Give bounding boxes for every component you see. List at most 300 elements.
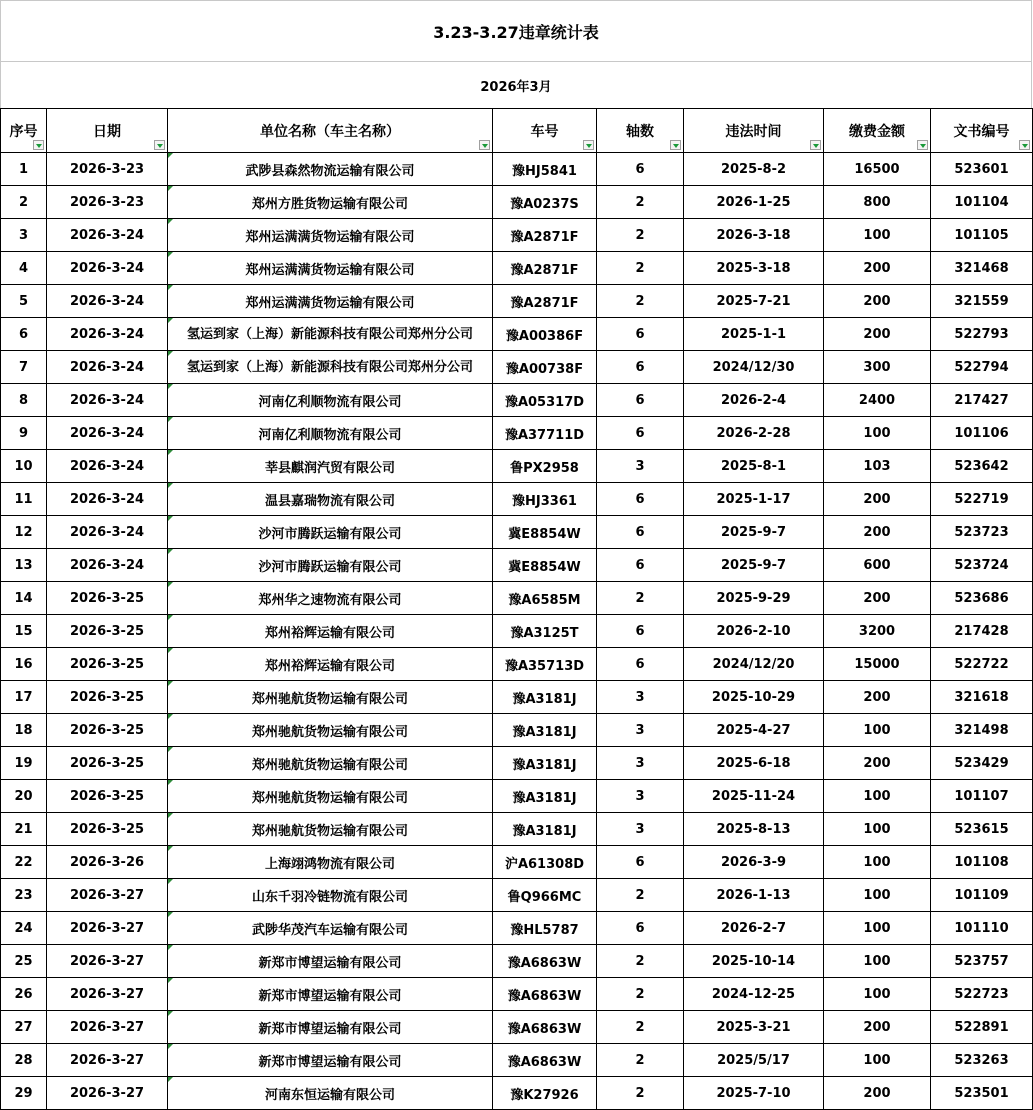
column-header-label: 轴数 bbox=[626, 123, 654, 140]
comment-marker-icon bbox=[168, 780, 173, 785]
cell-date[interactable]: 2026-3-25 bbox=[47, 780, 168, 813]
cell-amount[interactable]: 100 bbox=[824, 945, 931, 978]
cell-amount[interactable]: 100 bbox=[824, 780, 931, 813]
cell-amount[interactable]: 200 bbox=[824, 252, 931, 285]
cell-violation-time[interactable]: 2025-4-27 bbox=[684, 714, 824, 747]
comment-marker-icon bbox=[168, 450, 173, 455]
cell-amount[interactable]: 200 bbox=[824, 1077, 931, 1110]
cell-amount[interactable]: 16500 bbox=[824, 153, 931, 186]
table-row bbox=[1, 846, 1033, 879]
cell-doc-number[interactable]: 523429 bbox=[931, 747, 1033, 780]
cell-amount[interactable]: 3200 bbox=[824, 615, 931, 648]
cell-seq[interactable]: 26 bbox=[1, 978, 47, 1011]
cell-plate[interactable]: 冀E8854W bbox=[493, 549, 597, 582]
table-row bbox=[1, 153, 1033, 186]
cell-company[interactable] bbox=[168, 285, 493, 318]
cell-plate[interactable]: 豫A6863W bbox=[493, 978, 597, 1011]
table-row bbox=[1, 186, 1033, 219]
cell-amount[interactable]: 100 bbox=[824, 978, 931, 1011]
cell-axles[interactable]: 3 bbox=[597, 450, 684, 483]
cell-violation-time[interactable]: 2025-1-1 bbox=[684, 318, 824, 351]
cell-plate[interactable]: 豫A3181J bbox=[493, 747, 597, 780]
cell-seq[interactable]: 9 bbox=[1, 417, 47, 450]
company-name: 郑州华之速物流有限公司 bbox=[258, 592, 402, 608]
cell-company[interactable] bbox=[168, 1011, 493, 1044]
cell-amount[interactable]: 100 bbox=[824, 417, 931, 450]
cell-doc-number[interactable]: 523757 bbox=[931, 945, 1033, 978]
cell-company[interactable] bbox=[168, 747, 493, 780]
cell-plate[interactable]: 豫A2871F bbox=[493, 219, 597, 252]
cell-axles[interactable]: 6 bbox=[597, 549, 684, 582]
cell-plate[interactable]: 豫HL5787 bbox=[493, 912, 597, 945]
cell-violation-time[interactable]: 2026-2-7 bbox=[684, 912, 824, 945]
cell-amount[interactable]: 600 bbox=[824, 549, 931, 582]
column-header-label: 车号 bbox=[530, 123, 559, 140]
cell-company[interactable] bbox=[168, 153, 493, 186]
cell-axles[interactable]: 2 bbox=[597, 1077, 684, 1110]
cell-seq[interactable]: 11 bbox=[1, 483, 47, 516]
cell-doc-number[interactable]: 101108 bbox=[931, 846, 1033, 879]
cell-doc-number[interactable]: 522722 bbox=[931, 648, 1033, 681]
cell-company[interactable] bbox=[168, 1077, 493, 1110]
cell-date[interactable]: 2026-3-24 bbox=[47, 483, 168, 516]
table-body bbox=[1, 153, 1033, 1110]
cell-date[interactable]: 2026-3-24 bbox=[47, 516, 168, 549]
cell-date[interactable]: 2026-3-25 bbox=[47, 615, 168, 648]
cell-company[interactable] bbox=[168, 648, 493, 681]
cell-amount[interactable]: 100 bbox=[824, 1044, 931, 1077]
cell-violation-time[interactable]: 2025-7-21 bbox=[684, 285, 824, 318]
cell-axles[interactable]: 2 bbox=[597, 252, 684, 285]
cell-axles[interactable]: 6 bbox=[597, 615, 684, 648]
column-header-label: 序号 bbox=[9, 123, 38, 140]
cell-seq[interactable]: 12 bbox=[1, 516, 47, 549]
cell-company[interactable] bbox=[168, 846, 493, 879]
cell-company[interactable] bbox=[168, 186, 493, 219]
cell-date[interactable]: 2026-3-25 bbox=[47, 681, 168, 714]
cell-axles[interactable]: 2 bbox=[597, 945, 684, 978]
cell-amount[interactable]: 15000 bbox=[824, 648, 931, 681]
company-name: 新郑市博望运输有限公司 bbox=[258, 955, 402, 971]
cell-seq[interactable]: 18 bbox=[1, 714, 47, 747]
cell-plate[interactable]: 豫A3181J bbox=[493, 681, 597, 714]
filter-dropdown-icon[interactable] bbox=[810, 140, 821, 150]
cell-company[interactable] bbox=[168, 681, 493, 714]
cell-axles[interactable]: 2 bbox=[597, 978, 684, 1011]
cell-amount[interactable]: 200 bbox=[824, 681, 931, 714]
cell-violation-time[interactable]: 2025-8-13 bbox=[684, 813, 824, 846]
cell-plate[interactable]: 鲁PX2958 bbox=[493, 450, 597, 483]
cell-plate[interactable]: 豫A0237S bbox=[493, 186, 597, 219]
header-row bbox=[1, 109, 1033, 153]
cell-amount[interactable]: 200 bbox=[824, 318, 931, 351]
cell-axles[interactable]: 3 bbox=[597, 780, 684, 813]
cell-company[interactable] bbox=[168, 945, 493, 978]
cell-axles[interactable]: 6 bbox=[597, 351, 684, 384]
cell-violation-time[interactable]: 2026-2-4 bbox=[684, 384, 824, 417]
cell-axles[interactable]: 2 bbox=[597, 285, 684, 318]
cell-plate[interactable]: 豫A6863W bbox=[493, 1011, 597, 1044]
cell-amount[interactable]: 200 bbox=[824, 747, 931, 780]
company-name: 氢运到家（上海）新能源科技有限公司郑州分公司 bbox=[186, 326, 473, 342]
cell-company[interactable] bbox=[168, 978, 493, 1011]
cell-plate[interactable]: 豫A00738F bbox=[493, 351, 597, 384]
sheet-title: 3.23-3.27违章统计表 bbox=[0, 0, 1032, 61]
cell-seq[interactable]: 5 bbox=[1, 285, 47, 318]
cell-amount[interactable]: 2400 bbox=[824, 384, 931, 417]
cell-company[interactable] bbox=[168, 1044, 493, 1077]
cell-violation-time[interactable]: 2025-10-29 bbox=[684, 681, 824, 714]
comment-marker-icon bbox=[168, 219, 173, 224]
company-name: 郑州运满满货物运输有限公司 bbox=[245, 262, 415, 278]
filter-dropdown-icon[interactable] bbox=[33, 140, 44, 150]
cell-company[interactable] bbox=[168, 615, 493, 648]
company-name: 氢运到家（上海）新能源科技有限公司郑州分公司 bbox=[186, 359, 473, 375]
cell-seq[interactable]: 16 bbox=[1, 648, 47, 681]
cell-violation-time[interactable]: 2025-8-2 bbox=[684, 153, 824, 186]
company-name: 郑州驰航货物运输有限公司 bbox=[251, 823, 408, 839]
table-row bbox=[1, 351, 1033, 384]
cell-date[interactable]: 2026-3-25 bbox=[47, 648, 168, 681]
table-row bbox=[1, 681, 1033, 714]
comment-marker-icon bbox=[168, 714, 173, 719]
cell-violation-time[interactable]: 2025-3-18 bbox=[684, 252, 824, 285]
cell-date[interactable]: 2026-3-24 bbox=[47, 450, 168, 483]
cell-doc-number[interactable]: 101106 bbox=[931, 417, 1033, 450]
cell-doc-number[interactable]: 523501 bbox=[931, 1077, 1033, 1110]
cell-date[interactable]: 2026-3-24 bbox=[47, 285, 168, 318]
cell-plate[interactable]: 豫A35713D bbox=[493, 648, 597, 681]
comment-marker-icon bbox=[168, 879, 173, 884]
cell-date[interactable]: 2026-3-24 bbox=[47, 549, 168, 582]
table-row bbox=[1, 252, 1033, 285]
cell-plate[interactable]: 冀E8854W bbox=[493, 516, 597, 549]
table-row bbox=[1, 549, 1033, 582]
column-header-label: 缴费金额 bbox=[849, 123, 905, 140]
cell-doc-number[interactable]: 522723 bbox=[931, 978, 1033, 1011]
cell-violation-time[interactable]: 2025-6-18 bbox=[684, 747, 824, 780]
cell-doc-number[interactable]: 217427 bbox=[931, 384, 1033, 417]
cell-amount[interactable]: 200 bbox=[824, 516, 931, 549]
company-name: 新郑市博望运输有限公司 bbox=[258, 1021, 402, 1037]
cell-date[interactable]: 2026-3-27 bbox=[47, 978, 168, 1011]
cell-violation-time[interactable]: 2024-12-25 bbox=[684, 978, 824, 1011]
cell-company[interactable] bbox=[168, 780, 493, 813]
comment-marker-icon bbox=[168, 417, 173, 422]
cell-seq[interactable]: 27 bbox=[1, 1011, 47, 1044]
cell-doc-number[interactable]: 101104 bbox=[931, 186, 1033, 219]
cell-seq[interactable]: 1 bbox=[1, 153, 47, 186]
cell-axles[interactable]: 3 bbox=[597, 813, 684, 846]
cell-axles[interactable]: 2 bbox=[597, 186, 684, 219]
cell-doc-number[interactable]: 523686 bbox=[931, 582, 1033, 615]
cell-violation-time[interactable]: 2025-9-7 bbox=[684, 549, 824, 582]
cell-amount[interactable]: 100 bbox=[824, 879, 931, 912]
cell-axles[interactable]: 6 bbox=[597, 516, 684, 549]
comment-marker-icon bbox=[168, 648, 173, 653]
cell-doc-number[interactable]: 523642 bbox=[931, 450, 1033, 483]
cell-violation-time[interactable]: 2025-9-29 bbox=[684, 582, 824, 615]
cell-violation-time[interactable]: 2025-9-7 bbox=[684, 516, 824, 549]
cell-axles[interactable]: 2 bbox=[597, 219, 684, 252]
table-row bbox=[1, 945, 1033, 978]
cell-axles[interactable]: 2 bbox=[597, 879, 684, 912]
cell-plate[interactable]: 豫A3181J bbox=[493, 714, 597, 747]
cell-violation-time[interactable]: 2025-3-21 bbox=[684, 1011, 824, 1044]
cell-plate[interactable]: 豫HJ5841 bbox=[493, 153, 597, 186]
cell-doc-number[interactable]: 522794 bbox=[931, 351, 1033, 384]
cell-violation-time[interactable]: 2025-7-10 bbox=[684, 1077, 824, 1110]
cell-seq[interactable]: 10 bbox=[1, 450, 47, 483]
comment-marker-icon bbox=[168, 681, 173, 686]
cell-seq[interactable]: 15 bbox=[1, 615, 47, 648]
cell-date[interactable]: 2026-3-24 bbox=[47, 384, 168, 417]
cell-company[interactable] bbox=[168, 318, 493, 351]
filter-dropdown-icon[interactable] bbox=[670, 140, 681, 150]
cell-axles[interactable]: 3 bbox=[597, 747, 684, 780]
cell-date[interactable]: 2026-3-26 bbox=[47, 846, 168, 879]
cell-seq[interactable]: 6 bbox=[1, 318, 47, 351]
cell-company[interactable] bbox=[168, 516, 493, 549]
cell-date[interactable]: 2026-3-27 bbox=[47, 1077, 168, 1110]
cell-axles[interactable]: 6 bbox=[597, 153, 684, 186]
cell-amount[interactable]: 103 bbox=[824, 450, 931, 483]
cell-amount[interactable]: 100 bbox=[824, 219, 931, 252]
filter-dropdown-icon[interactable] bbox=[583, 140, 594, 150]
cell-axles[interactable]: 2 bbox=[597, 582, 684, 615]
company-name: 河南亿利顺物流有限公司 bbox=[258, 394, 402, 410]
cell-violation-time[interactable]: 2025-11-24 bbox=[684, 780, 824, 813]
cell-amount[interactable]: 100 bbox=[824, 714, 931, 747]
cell-seq[interactable]: 17 bbox=[1, 681, 47, 714]
cell-date[interactable]: 2026-3-27 bbox=[47, 912, 168, 945]
cell-axles[interactable]: 6 bbox=[597, 483, 684, 516]
cell-doc-number[interactable]: 523263 bbox=[931, 1044, 1033, 1077]
cell-date[interactable]: 2026-3-25 bbox=[47, 582, 168, 615]
cell-axles[interactable]: 6 bbox=[597, 318, 684, 351]
cell-plate[interactable]: 豫A00386F bbox=[493, 318, 597, 351]
cell-seq[interactable]: 3 bbox=[1, 219, 47, 252]
cell-date[interactable]: 2026-3-25 bbox=[47, 747, 168, 780]
cell-plate[interactable]: 鲁Q966MC bbox=[493, 879, 597, 912]
cell-company[interactable] bbox=[168, 483, 493, 516]
cell-axles[interactable]: 6 bbox=[597, 384, 684, 417]
company-name: 沙河市腾跃运输有限公司 bbox=[258, 559, 402, 575]
company-name: 郑州运满满货物运输有限公司 bbox=[245, 229, 415, 245]
cell-date[interactable]: 2026-3-24 bbox=[47, 219, 168, 252]
cell-doc-number[interactable]: 523724 bbox=[931, 549, 1033, 582]
comment-marker-icon bbox=[168, 516, 173, 521]
company-name: 郑州方胜货物运输有限公司 bbox=[251, 196, 408, 212]
cell-violation-time[interactable]: 2026-3-9 bbox=[684, 846, 824, 879]
cell-plate[interactable]: 豫A6863W bbox=[493, 945, 597, 978]
cell-date[interactable]: 2026-3-27 bbox=[47, 879, 168, 912]
cell-plate[interactable]: 沪A61308D bbox=[493, 846, 597, 879]
filter-dropdown-icon[interactable] bbox=[479, 140, 490, 150]
cell-plate[interactable]: 豫K27926 bbox=[493, 1077, 597, 1110]
cell-violation-time[interactable]: 2024/12/30 bbox=[684, 351, 824, 384]
cell-date[interactable]: 2026-3-24 bbox=[47, 417, 168, 450]
column-header-company bbox=[168, 109, 493, 153]
cell-seq[interactable]: 21 bbox=[1, 813, 47, 846]
cell-date[interactable]: 2026-3-24 bbox=[47, 318, 168, 351]
cell-violation-time[interactable]: 2026-1-25 bbox=[684, 186, 824, 219]
table-row bbox=[1, 450, 1033, 483]
cell-amount[interactable]: 100 bbox=[824, 846, 931, 879]
cell-amount[interactable]: 100 bbox=[824, 912, 931, 945]
comment-marker-icon bbox=[168, 582, 173, 587]
cell-date[interactable]: 2026-3-24 bbox=[47, 351, 168, 384]
cell-doc-number[interactable]: 321559 bbox=[931, 285, 1033, 318]
cell-violation-time[interactable]: 2026-3-18 bbox=[684, 219, 824, 252]
cell-plate[interactable]: 豫A05317D bbox=[493, 384, 597, 417]
comment-marker-icon bbox=[168, 384, 173, 389]
cell-seq[interactable]: 19 bbox=[1, 747, 47, 780]
cell-doc-number[interactable]: 101107 bbox=[931, 780, 1033, 813]
cell-doc-number[interactable]: 523601 bbox=[931, 153, 1033, 186]
cell-doc-number[interactable]: 321498 bbox=[931, 714, 1033, 747]
cell-company[interactable] bbox=[168, 384, 493, 417]
filter-dropdown-icon[interactable] bbox=[917, 140, 928, 150]
cell-doc-number[interactable]: 101110 bbox=[931, 912, 1033, 945]
cell-date[interactable]: 2026-3-25 bbox=[47, 714, 168, 747]
cell-violation-time[interactable]: 2025/5/17 bbox=[684, 1044, 824, 1077]
cell-date[interactable]: 2026-3-23 bbox=[47, 153, 168, 186]
cell-plate[interactable]: 豫A6585M bbox=[493, 582, 597, 615]
cell-seq[interactable]: 13 bbox=[1, 549, 47, 582]
cell-company[interactable] bbox=[168, 450, 493, 483]
cell-violation-time[interactable]: 2026-2-10 bbox=[684, 615, 824, 648]
cell-axles[interactable]: 2 bbox=[597, 1011, 684, 1044]
cell-plate[interactable]: 豫A2871F bbox=[493, 252, 597, 285]
cell-company[interactable] bbox=[168, 582, 493, 615]
cell-date[interactable]: 2026-3-27 bbox=[47, 1044, 168, 1077]
cell-axles[interactable]: 6 bbox=[597, 912, 684, 945]
cell-seq[interactable]: 29 bbox=[1, 1077, 47, 1110]
cell-date[interactable]: 2026-3-27 bbox=[47, 945, 168, 978]
company-name: 新郑市博望运输有限公司 bbox=[258, 1054, 402, 1070]
cell-axles[interactable]: 2 bbox=[597, 1044, 684, 1077]
cell-violation-time[interactable]: 2026-1-13 bbox=[684, 879, 824, 912]
cell-doc-number[interactable]: 101109 bbox=[931, 879, 1033, 912]
cell-company[interactable] bbox=[168, 219, 493, 252]
cell-seq[interactable]: 7 bbox=[1, 351, 47, 384]
cell-doc-number[interactable]: 217428 bbox=[931, 615, 1033, 648]
cell-doc-number[interactable]: 522719 bbox=[931, 483, 1033, 516]
company-name: 郑州裕辉运输有限公司 bbox=[264, 625, 395, 641]
column-header-doc-number bbox=[931, 109, 1033, 153]
filter-dropdown-icon[interactable] bbox=[154, 140, 165, 150]
cell-amount[interactable]: 200 bbox=[824, 483, 931, 516]
cell-seq[interactable]: 23 bbox=[1, 879, 47, 912]
cell-seq[interactable]: 14 bbox=[1, 582, 47, 615]
cell-doc-number[interactable]: 321468 bbox=[931, 252, 1033, 285]
cell-violation-time[interactable]: 2025-8-1 bbox=[684, 450, 824, 483]
cell-plate[interactable]: 豫A3181J bbox=[493, 813, 597, 846]
cell-axles[interactable]: 6 bbox=[597, 846, 684, 879]
cell-seq[interactable]: 25 bbox=[1, 945, 47, 978]
cell-amount[interactable]: 100 bbox=[824, 813, 931, 846]
cell-company[interactable] bbox=[168, 252, 493, 285]
cell-seq[interactable]: 4 bbox=[1, 252, 47, 285]
cell-company[interactable] bbox=[168, 879, 493, 912]
column-header-label: 单位名称（车主名称） bbox=[260, 123, 400, 140]
cell-company[interactable] bbox=[168, 714, 493, 747]
cell-amount[interactable]: 300 bbox=[824, 351, 931, 384]
cell-seq[interactable]: 24 bbox=[1, 912, 47, 945]
cell-axles[interactable]: 6 bbox=[597, 648, 684, 681]
cell-plate[interactable]: 豫A6863W bbox=[493, 1044, 597, 1077]
cell-doc-number[interactable]: 522793 bbox=[931, 318, 1033, 351]
table-row bbox=[1, 285, 1033, 318]
company-name: 山东千羽冷链物流有限公司 bbox=[251, 889, 408, 905]
cell-violation-time[interactable]: 2025-10-14 bbox=[684, 945, 824, 978]
cell-date[interactable]: 2026-3-23 bbox=[47, 186, 168, 219]
table-row bbox=[1, 615, 1033, 648]
column-header-violation-time bbox=[684, 109, 824, 153]
cell-seq[interactable]: 20 bbox=[1, 780, 47, 813]
cell-plate[interactable]: 豫A37711D bbox=[493, 417, 597, 450]
cell-amount[interactable]: 200 bbox=[824, 582, 931, 615]
table-row bbox=[1, 417, 1033, 450]
cell-company[interactable] bbox=[168, 351, 493, 384]
company-name: 沙河市腾跃运输有限公司 bbox=[258, 526, 402, 542]
cell-amount[interactable]: 800 bbox=[824, 186, 931, 219]
sheet-subtitle: 2026年3月 bbox=[0, 61, 1032, 108]
filter-dropdown-icon[interactable] bbox=[1019, 140, 1030, 150]
cell-date[interactable]: 2026-3-27 bbox=[47, 1011, 168, 1044]
cell-doc-number[interactable]: 321618 bbox=[931, 681, 1033, 714]
comment-marker-icon bbox=[168, 912, 173, 917]
column-header-amount bbox=[824, 109, 931, 153]
cell-company[interactable] bbox=[168, 813, 493, 846]
cell-axles[interactable]: 3 bbox=[597, 681, 684, 714]
cell-company[interactable] bbox=[168, 417, 493, 450]
cell-violation-time[interactable]: 2026-2-28 bbox=[684, 417, 824, 450]
cell-amount[interactable]: 200 bbox=[824, 1011, 931, 1044]
company-name: 郑州驰航货物运输有限公司 bbox=[251, 757, 408, 773]
cell-seq[interactable]: 22 bbox=[1, 846, 47, 879]
cell-seq[interactable]: 8 bbox=[1, 384, 47, 417]
cell-date[interactable]: 2026-3-24 bbox=[47, 252, 168, 285]
cell-doc-number[interactable]: 101105 bbox=[931, 219, 1033, 252]
cell-axles[interactable]: 3 bbox=[597, 714, 684, 747]
table-row bbox=[1, 879, 1033, 912]
cell-doc-number[interactable]: 522891 bbox=[931, 1011, 1033, 1044]
table-row bbox=[1, 978, 1033, 1011]
cell-plate[interactable]: 豫A3181J bbox=[493, 780, 597, 813]
company-name: 温县嘉瑞物流有限公司 bbox=[264, 493, 395, 509]
cell-company[interactable] bbox=[168, 912, 493, 945]
column-header-date bbox=[47, 109, 168, 153]
cell-seq[interactable]: 28 bbox=[1, 1044, 47, 1077]
cell-violation-time[interactable]: 2024/12/20 bbox=[684, 648, 824, 681]
cell-violation-time[interactable]: 2025-1-17 bbox=[684, 483, 824, 516]
column-header-plate bbox=[493, 109, 597, 153]
cell-date[interactable]: 2026-3-25 bbox=[47, 813, 168, 846]
cell-seq[interactable]: 2 bbox=[1, 186, 47, 219]
cell-doc-number[interactable]: 523723 bbox=[931, 516, 1033, 549]
cell-plate[interactable]: 豫A3125T bbox=[493, 615, 597, 648]
cell-amount[interactable]: 200 bbox=[824, 285, 931, 318]
cell-plate[interactable]: 豫HJ3361 bbox=[493, 483, 597, 516]
cell-company[interactable] bbox=[168, 549, 493, 582]
cell-axles[interactable]: 6 bbox=[597, 417, 684, 450]
comment-marker-icon bbox=[168, 351, 173, 356]
table-row bbox=[1, 648, 1033, 681]
cell-plate[interactable]: 豫A2871F bbox=[493, 285, 597, 318]
cell-doc-number[interactable]: 523615 bbox=[931, 813, 1033, 846]
